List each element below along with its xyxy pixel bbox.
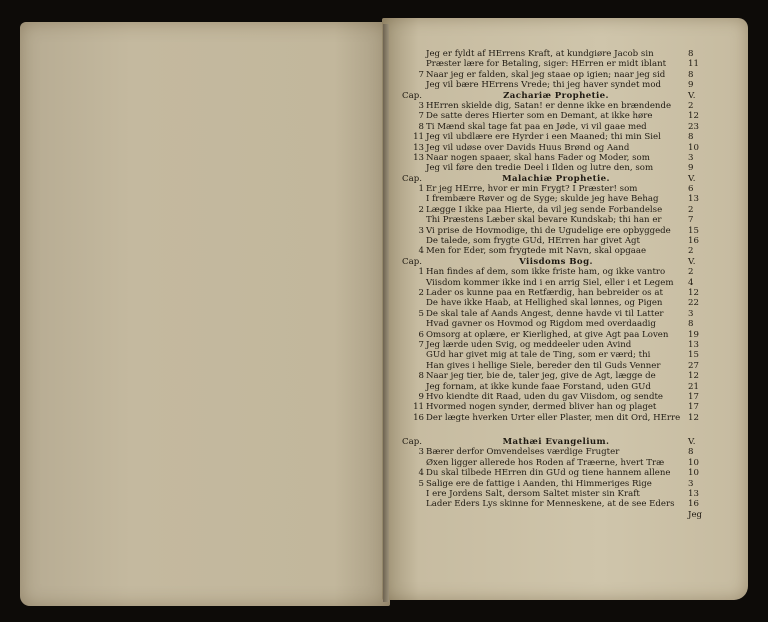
verse-number: 12 [688, 287, 699, 298]
chapter-number: 8 [418, 121, 424, 132]
verse-number: 13 [688, 194, 699, 205]
verse-number: 21 [688, 381, 699, 392]
line-text: Naar jeg tier, bie de, taler jeg, give de Agt, lægge de [426, 371, 656, 382]
chapter-label: Cap. [402, 90, 422, 101]
verse-number: 17 [688, 402, 699, 413]
verse-number: 19 [688, 329, 699, 340]
index-line [410, 402, 699, 413]
index-line [410, 204, 694, 215]
verse-number: 12 [688, 111, 699, 122]
line-text: I ere Jordens Salt, dersom Saltet mister sin Kraft [426, 489, 640, 500]
verse-number: 10 [688, 142, 699, 153]
line-text: Jeg vil bære HErrens Vrede; thi jeg haver syndet mod [426, 80, 661, 91]
index-line [410, 152, 694, 163]
line-text: De have ikke Haab, at Hellighed skal lønnes, og Pigen [426, 298, 663, 309]
index-line [410, 350, 699, 361]
line-text: Omsorg at oplære, er Kierlighed, at give Agt paa Loven [426, 329, 669, 340]
verse-number: 15 [688, 225, 699, 236]
index-line [410, 499, 699, 510]
index-line [410, 468, 699, 479]
index-line [410, 298, 699, 309]
index-line [410, 163, 694, 174]
verse-number: 13 [688, 339, 699, 350]
chapter-number: 11 [413, 132, 424, 143]
index-line [410, 381, 699, 392]
chapter-number: 3 [418, 100, 424, 111]
chapter-number: 1 [418, 267, 424, 278]
line-text: Øxen ligger allerede hos Roden af Træerne, hvert Træ [426, 457, 665, 468]
verse-label: V. [688, 437, 696, 448]
line-text: Hvo kiendte dit Raad, uden du gav Viisdom, og sendte [426, 391, 664, 402]
line-text: Han findes af dem, som ikke friste ham, og ikke vantro [426, 267, 666, 278]
index-line [410, 236, 699, 247]
verse-label: V. [688, 173, 696, 184]
chapter-number: 4 [418, 468, 424, 479]
index-line [410, 184, 694, 195]
index-line [410, 111, 699, 122]
line-text: Naar nogen spaaer, skal hans Fader og Moder, som [426, 152, 650, 163]
index-line [410, 478, 694, 489]
verse-number: 3 [688, 308, 694, 319]
verse-label: V. [688, 90, 696, 101]
line-text: Jeg er fyldt af HErrens Kraft, at kundgiøre Jacob sin [426, 49, 654, 59]
line-text: Lægge I ikke paa Hierte, da vil jeg sende Forbandelse [426, 204, 663, 215]
verse-number: 2 [688, 204, 694, 215]
verse-number: 2 [688, 100, 694, 111]
index-line [410, 319, 694, 330]
section-heading-row [402, 256, 696, 267]
chapter-number: 7 [418, 339, 424, 350]
chapter-label: Cap. [402, 256, 422, 267]
chapter-number: 4 [418, 246, 424, 257]
chapter-number: 2 [418, 204, 424, 215]
line-text: GUd har givet mig at tale de Ting, som er værd; thi [426, 350, 651, 361]
verse-number: 16 [688, 236, 699, 247]
line-text: Thi Præstens Læber skal bevare Kundskab; thi han er [426, 215, 662, 226]
line-text: Jeg vil føre den tredie Deel i Ilden og lutre den, som [426, 163, 654, 174]
index-line [410, 423, 690, 437]
index-line [410, 142, 699, 153]
index-line [410, 100, 694, 111]
index-line [410, 49, 694, 59]
verse-number: 9 [688, 80, 694, 91]
line-text: Men for Eder, som frygtede mit Navn, skal opgaae [426, 246, 647, 257]
verse-number: 8 [688, 447, 694, 458]
verse-number: 6 [688, 184, 694, 195]
line-text: Ti Mænd skal tage fat paa en Jøde, vi vil gaae med [426, 121, 647, 132]
chapter-number: 13 [413, 142, 424, 153]
index-line [410, 308, 694, 319]
index-line [410, 267, 694, 278]
index-line [410, 329, 699, 340]
index-line [410, 225, 699, 236]
index-line [410, 121, 699, 132]
verse-number: 13 [688, 489, 699, 500]
index-line [410, 412, 699, 423]
verse-number: 16 [688, 499, 699, 510]
chapter-number: 5 [418, 478, 424, 489]
line-text: Jeg lærde uden Svig, og meddeeler uden Avind [426, 339, 632, 350]
line-text: Du skal tilbede HErren din GUd og tiene hannem allene [426, 468, 671, 479]
index-line [410, 80, 694, 91]
chapter-number: 9 [418, 391, 424, 402]
section-heading-row [402, 437, 696, 448]
verse-number: 3 [688, 478, 694, 489]
line-text: Salige ere de fattige i Aanden, thi Himmeriges Rige [426, 478, 652, 489]
line-text: Bærer derfor Omvendelses værdige Frugter [426, 447, 620, 458]
verse-number: 8 [688, 132, 694, 143]
verse-number: 17 [688, 391, 699, 402]
index-line [410, 509, 703, 520]
index-line [410, 277, 694, 288]
chapter-number: 3 [418, 447, 424, 458]
chapter-number: 8 [418, 371, 424, 382]
verse-number: Jeg [688, 509, 703, 520]
chapter-number: 3 [418, 225, 424, 236]
index-line [410, 194, 699, 205]
book-title: Zachariæ Prophetie. [503, 90, 609, 101]
index-line [410, 489, 699, 500]
chapter-label: Cap. [402, 437, 422, 448]
verse-number: 8 [688, 319, 694, 330]
index-line [410, 391, 699, 402]
chapter-number: 6 [418, 329, 424, 340]
line-text: De talede, som frygte GUd, HErren har givet Agt [426, 236, 640, 247]
index-line [410, 360, 699, 371]
line-text: HErren skielde dig, Satan! er denne ikke en brændende [426, 100, 672, 111]
index-line [410, 246, 694, 257]
line-text: Jeg vil udøse over Davids Huus Brønd og Aand [426, 142, 630, 153]
verse-number: 15 [688, 350, 699, 361]
line-text: De satte deres Hierter som en Demant, at ikke høre [426, 111, 653, 122]
line-text: Lader Eders Lys skinne for Menneskene, at de see Eders [426, 499, 675, 510]
verse-number: 10 [688, 468, 699, 479]
verse-number: 4 [688, 277, 694, 288]
line-text: De skal tale af Aands Angest, denne havde vi til Latter [426, 308, 664, 319]
verse-number: 2 [688, 246, 694, 257]
index-line [410, 457, 699, 468]
index-line [410, 447, 694, 458]
verse-number: 3 [688, 152, 694, 163]
line-text: Vi prise de Hovmodige, thi de Ugudelige ere opbyggede [426, 225, 671, 236]
index-line [410, 287, 699, 298]
line-text: Jeg vil ubdlære ere Hyrder i een Maaned; thi min Siel [426, 132, 661, 143]
line-text: Er jeg HErre, hvor er min Frygt? I Præster! som [426, 184, 638, 195]
section-heading-row [402, 173, 696, 184]
verse-number: 10 [688, 457, 699, 468]
book-spine-gutter [383, 24, 389, 602]
verse-number: 27 [688, 360, 699, 371]
verse-number: 23 [688, 121, 699, 132]
line-text: Jeg fornam, at ikke kunde faae Forstand, uden GUd [426, 381, 651, 392]
chapter-label: Cap. [402, 173, 422, 184]
chapter-number: 7 [418, 69, 424, 80]
book-title: Viisdoms Bog. [519, 256, 593, 267]
verse-number: 7 [688, 215, 694, 226]
chapter-number: 16 [413, 412, 424, 423]
verse-number: 8 [688, 69, 694, 80]
line-text: Hvormed nogen synder, dermed bliver han og plaget [426, 402, 657, 413]
chapter-number: 5 [418, 308, 424, 319]
index-line [410, 69, 694, 80]
book-title: Mathæi Evangelium. [502, 437, 610, 448]
line-text: Hvad gavner os Hovmod og Rigdom med overdaadig [426, 319, 656, 330]
verse-number: 12 [688, 371, 699, 382]
verse-label: V. [688, 256, 696, 267]
verse-number: 2 [688, 267, 694, 278]
chapter-number: 11 [413, 402, 424, 413]
chapter-number: 1 [418, 184, 424, 195]
chapter-number: 13 [413, 152, 424, 163]
index-line [410, 132, 694, 143]
index-line [410, 371, 699, 382]
chapter-number: 7 [418, 111, 424, 122]
line-text: Præster lære for Betaling, siger: HErren er midt iblant [426, 59, 667, 70]
line-text: I frembære Røver og de Syge; skulde jeg have Behag [426, 194, 659, 205]
line-text: Naar jeg er falden, skal jeg staae op igien; naar jeg sid [426, 69, 666, 80]
chapter-number: 2 [418, 287, 424, 298]
line-text: Der lægte hverken Urter eller Plaster, men dit Ord, HErre [426, 412, 681, 423]
index-line [410, 59, 699, 70]
line-text: Viisdom kommer ikke ind i en arrig Siel, eller i et Legem [426, 277, 674, 288]
section-heading-row [402, 90, 696, 101]
verse-number: 12 [688, 412, 699, 423]
index-line [410, 339, 699, 350]
line-text: Lader os kunne paa en Retfærdig, han bebreider os at [426, 287, 663, 298]
verse-number: 11 [688, 59, 699, 70]
verse-number: 22 [688, 298, 699, 309]
scripture-index-text [402, 49, 703, 520]
book-title: Malachiæ Prophetie. [502, 173, 610, 184]
verse-number: 8 [688, 49, 694, 59]
left-page-blank [20, 22, 390, 606]
index-line [410, 215, 694, 226]
line-text: Han gives i hellige Siele, bereder den til Guds Venner [426, 360, 661, 371]
verse-number: 9 [688, 163, 694, 174]
